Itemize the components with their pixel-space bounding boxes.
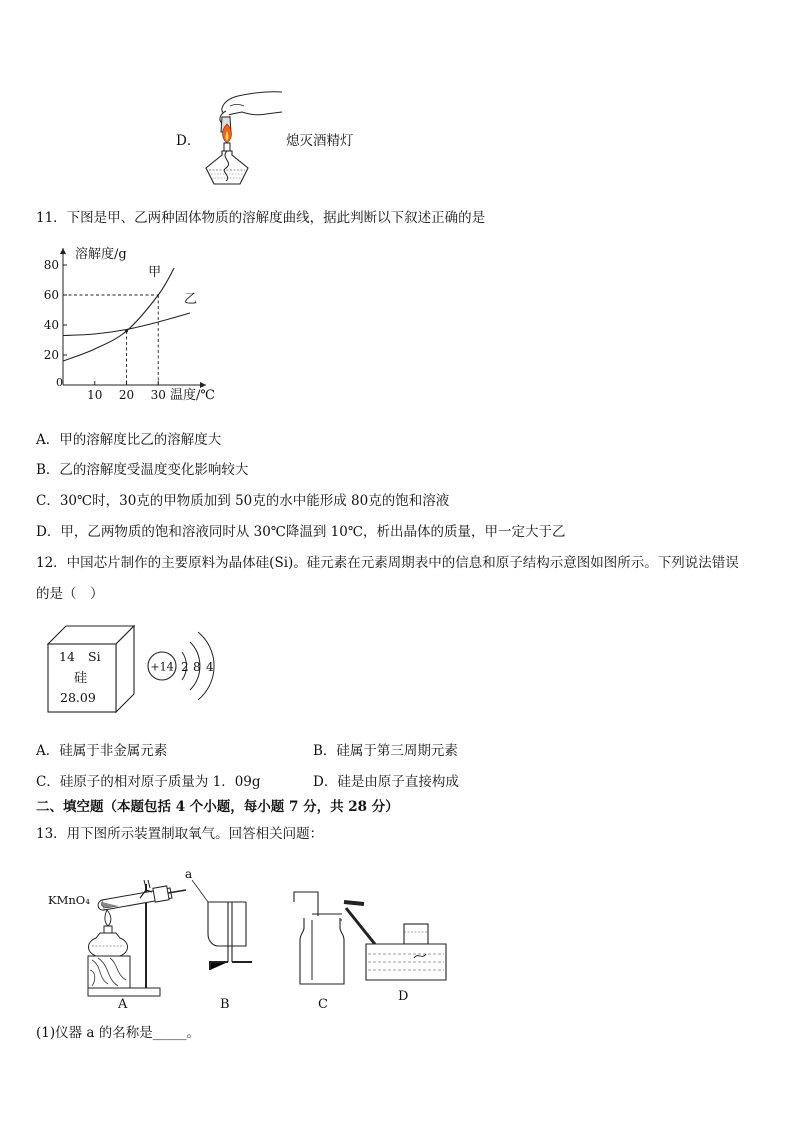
question-12-option-c: C．硅原子的相对原子质量为 1．09g: [36, 774, 261, 790]
question-11-stem: 11．下图是甲、乙两种固体物质的溶解度曲线，据此判断以下叙述正确的是: [36, 210, 486, 226]
element-name: 硅: [74, 671, 88, 686]
y-tick-label-20: 20: [43, 348, 59, 362]
silicon-atom-structure: [144, 616, 224, 716]
question-11-option-c: C．30℃时，30克的甲物质加到 50克的水中能形成 80克的饱和溶液: [36, 493, 450, 509]
y-axis-arrow: [60, 248, 66, 254]
question-11-option-a: A．甲的溶解度比乙的溶解度大: [36, 432, 222, 448]
intersection-point: [125, 329, 128, 332]
x-tick-label-10: 10: [87, 388, 103, 402]
x-axis-label: 温度/℃: [170, 388, 215, 403]
y-tick-label-60: 60: [43, 288, 59, 302]
element-number: 14: [59, 649, 75, 664]
apparatus-label-d: D: [398, 989, 409, 1004]
y-axis-label: 溶解度/g: [75, 247, 127, 262]
kmno4-label: KMnO₄: [48, 893, 90, 907]
x-tick-label-20: 20: [118, 388, 135, 402]
option-d-letter: D．: [176, 133, 201, 149]
question-13-stem: 13．用下图所示装置制取氧气。回答相关问题：: [36, 826, 324, 842]
shell-3-electrons: 4: [206, 660, 214, 674]
shell-1-electrons: 2: [181, 660, 189, 674]
question-11-option-d: D．甲，乙两物质的饱和溶液同时从 30℃降温到 10℃，析出晶体的质量，甲一定大于乙: [36, 524, 566, 540]
apparatus-b: [185, 867, 252, 1012]
alcohol-lamp-cap-illustration: [196, 88, 286, 188]
apparatus-d: [344, 902, 446, 1004]
apparatus-a: [48, 880, 186, 1012]
question-12-option-b: B．硅属于第三周期元素: [313, 743, 458, 759]
series-label-yi: 乙: [184, 292, 198, 307]
silicon-element-cell: [44, 622, 144, 718]
origin-label: 0: [56, 376, 63, 389]
series-label-jia: 甲: [148, 265, 162, 280]
oxygen-apparatus-figure: [42, 862, 462, 1012]
series-curve-0: [63, 268, 174, 361]
x-tick-label-30: 30: [150, 388, 166, 402]
apparatus-label-c: C: [318, 997, 328, 1012]
question-11-option-b: B．乙的溶解度受温度变化影响较大: [36, 462, 249, 478]
nucleus-charge: +14: [150, 660, 174, 674]
y-tick-label-80: 80: [43, 258, 59, 272]
question-12-option-d: D．硅是由原子直接构成: [313, 774, 459, 790]
apparatus-c: [294, 892, 344, 1012]
apparatus-label-a: A: [118, 997, 128, 1012]
section-2-heading: 二、填空题（本题包括 4 个小题，每小题 7 分，共 28 分）: [36, 799, 399, 815]
shell-2-electrons: 8: [193, 660, 201, 674]
question-12-option-a: A．硅属于非金属元素: [36, 743, 168, 759]
solubility-curve-chart: [30, 240, 220, 405]
question-12-stem-line2: 的是（ ）: [36, 586, 104, 602]
element-symbol: Si: [88, 649, 101, 664]
apparatus-label-b: B: [220, 997, 230, 1012]
question-13-sub-1: (1)仪器 a 的名称是_____。: [36, 1025, 201, 1041]
element-mass: 28.09: [60, 690, 96, 705]
option-d-caption: 熄灭酒精灯: [286, 133, 354, 149]
instrument-a-label: a: [185, 867, 193, 881]
y-tick-label-40: 40: [43, 318, 59, 332]
question-12-stem-line1: 12．中国芯片制作的主要原料为晶体硅(Si)。硅元素在元素周期表中的信息和原子结构示意图如图所示。下列说法错误: [36, 555, 739, 571]
